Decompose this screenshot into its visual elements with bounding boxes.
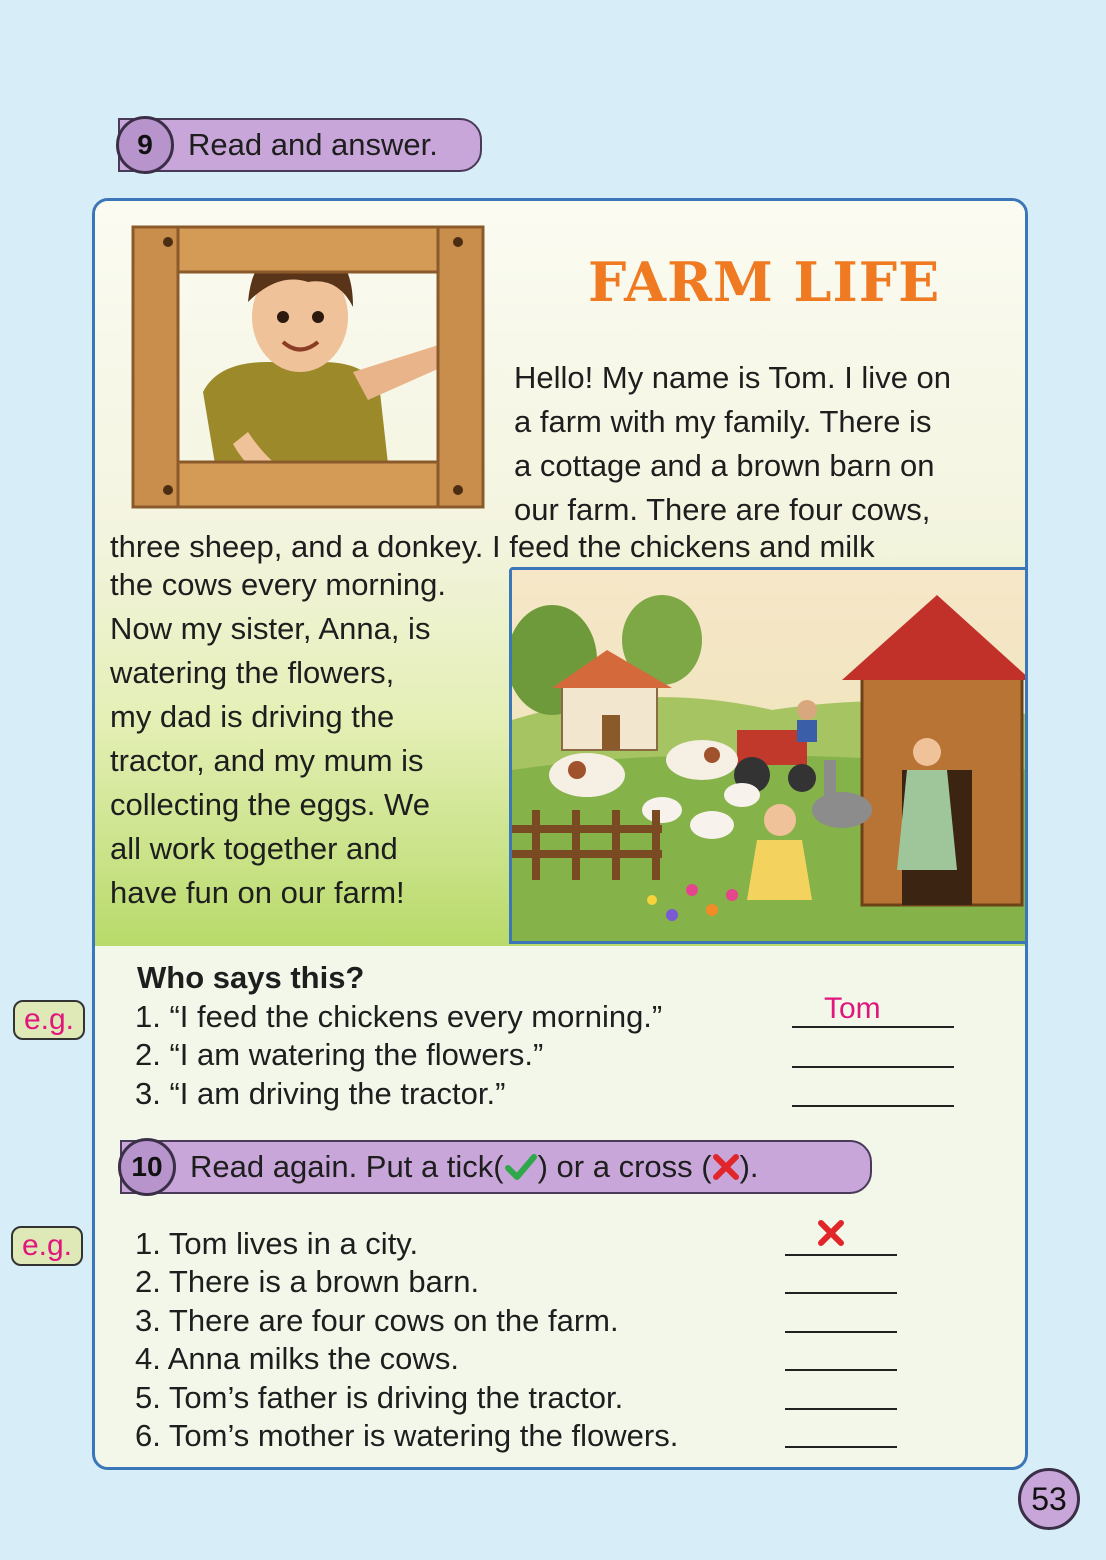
exercise-title-part-3: ).	[739, 1149, 759, 1184]
tick-cross-answer-line-1[interactable]	[785, 1254, 897, 1256]
story-line-10: tractor, and my mum is	[110, 743, 424, 778]
who-says-heading: Who says this?	[137, 960, 365, 995]
who-says-question-2: 2. “I am watering the flowers.”	[135, 1037, 544, 1072]
who-says-answer-line-1[interactable]	[792, 1026, 954, 1028]
story-line-9: my dad is driving the	[110, 699, 395, 734]
tick-cross-answer-line-6[interactable]	[785, 1446, 897, 1448]
story-line-11: collecting the eggs. We	[110, 787, 430, 822]
tick-cross-statement-2: 2. There is a brown barn.	[135, 1264, 480, 1299]
cross-mark-icon	[816, 1218, 846, 1248]
tick-cross-statement-1: 1. Tom lives in a city.	[135, 1226, 419, 1261]
tick-icon	[504, 1152, 538, 1182]
story-line-7: Now my sister, Anna, is	[110, 611, 431, 646]
exercise-number-badge: 10	[118, 1138, 176, 1196]
who-says-question-1: 1. “I feed the chickens every morning.”	[135, 999, 663, 1034]
story-line-1: Hello! My name is Tom. I live on	[514, 360, 952, 395]
exercise-number-badge: 9	[116, 116, 174, 174]
exercise-10-header	[120, 1140, 872, 1194]
cross-icon	[712, 1152, 740, 1182]
story-line-2: a farm with my family. There is	[514, 404, 932, 439]
tick-cross-answer-line-3[interactable]	[785, 1331, 897, 1333]
exercise-9-header	[118, 118, 482, 172]
exercise-title-part-1: Read again. Put a tick(	[190, 1149, 504, 1184]
tick-cross-answer-line-2[interactable]	[785, 1292, 897, 1294]
tick-cross-statement-5: 5. Tom’s father is driving the tractor.	[135, 1380, 624, 1415]
tick-cross-answer-line-4[interactable]	[785, 1369, 897, 1371]
story-line-3: a cottage and a brown barn on	[514, 448, 935, 483]
story-line-12: all work together and	[110, 831, 398, 866]
boy-in-frame-illustration	[128, 222, 488, 512]
story-line-5: three sheep, and a donkey. I feed the chickens and milk	[110, 529, 875, 564]
exercise-title: Read and answer.	[188, 127, 438, 162]
tick-cross-statement-4: 4. Anna milks the cows.	[135, 1341, 459, 1376]
tick-cross-statement-6: 6. Tom’s mother is watering the flowers.	[135, 1418, 679, 1453]
who-says-answer-1: Tom	[824, 992, 881, 1025]
tick-cross-statement-3: 3. There are four cows on the farm.	[135, 1303, 619, 1338]
example-badge: e.g.	[13, 1000, 85, 1040]
who-says-question-3: 3. “I am driving the tractor.”	[135, 1076, 506, 1111]
story-line-8: watering the flowers,	[110, 655, 395, 690]
exercise-title-part-2: ) or a cross (	[537, 1149, 712, 1184]
who-says-answer-line-2[interactable]	[792, 1066, 954, 1068]
page-number: 53	[1018, 1468, 1080, 1530]
tick-cross-answer-line-5[interactable]	[785, 1408, 897, 1410]
story-line-13: have fun on our farm!	[110, 875, 405, 910]
story-title: FARM LIFE	[588, 250, 941, 314]
farm-scene-illustration	[509, 567, 1028, 944]
example-badge: e.g.	[11, 1226, 83, 1266]
who-says-answer-line-3[interactable]	[792, 1105, 954, 1107]
story-line-4: our farm. There are four cows,	[514, 492, 931, 527]
story-line-6: the cows every morning.	[110, 567, 446, 602]
